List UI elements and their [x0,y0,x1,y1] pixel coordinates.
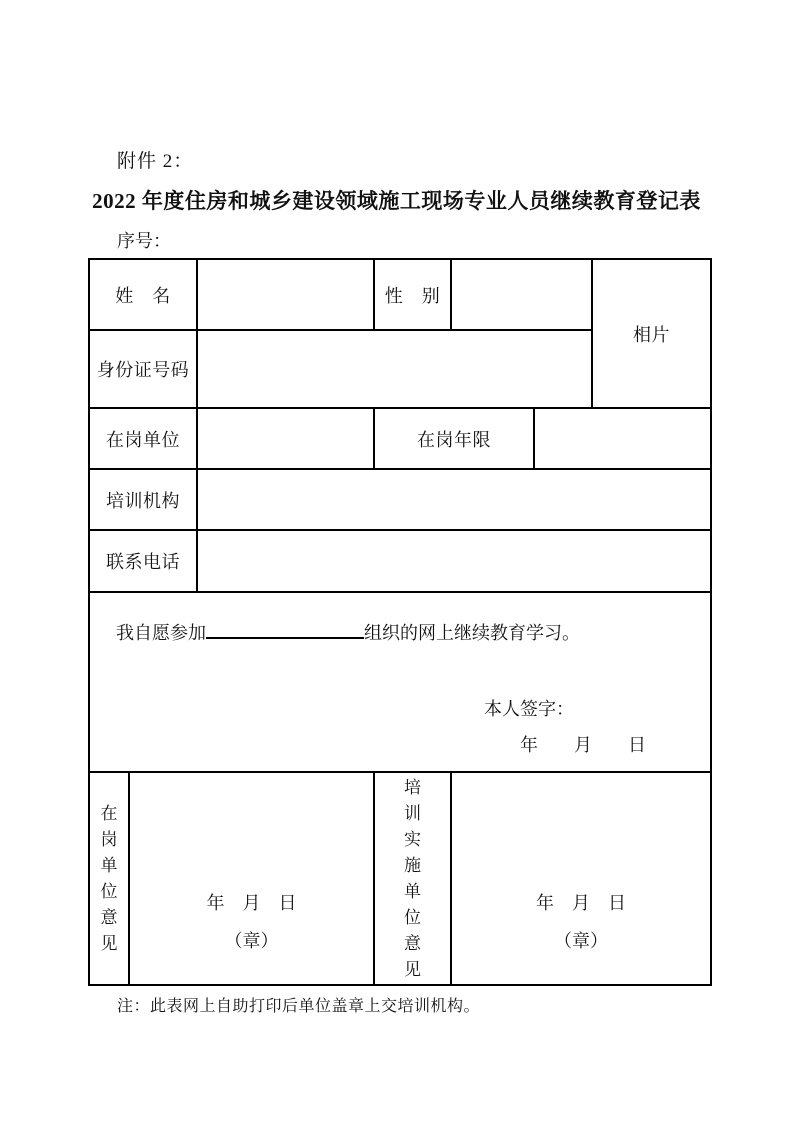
serial-number-label: 序号： [117,231,171,251]
declaration-cell [89,592,711,772]
declaration-line [116,619,580,645]
attachment-label: 附件 2： [117,151,194,172]
table-row [89,259,711,330]
name-label: 姓 名 [89,259,197,330]
work-unit-value-cell[interactable] [197,408,374,469]
training-org-label: 培训机构 [89,469,197,530]
table-row [89,408,711,469]
training-opinion-seal-label: （章） [554,931,608,951]
declaration-blank-field[interactable] [206,619,364,639]
training-opinion-stamp-cell[interactable] [451,772,711,985]
gender-value-cell[interactable] [451,259,592,330]
footnote: 注：此表网上自助打印后单位盖章上交培训机构。 [117,998,481,1015]
work-years-value-cell[interactable] [534,408,711,469]
table-row [89,530,711,592]
unit-opinion-date-line: 年 月 日 [206,893,297,913]
training-opinion-date-line: 年 月 日 [536,893,626,913]
unit-opinion-stamp-cell[interactable] [129,772,374,985]
work-unit-label: 在岗单位 [89,408,197,469]
page-title: 2022 年度住房和城乡建设领域施工现场专业人员继续教育登记表 [92,189,701,213]
signature-label: 本人签字： [484,699,574,719]
work-years-label: 在岗年限 [374,408,534,469]
unit-opinion-label: 在岗单位意见 [100,803,118,953]
unit-opinion-label-cell [89,772,129,985]
signature-date-line: 年 月 日 [520,735,646,755]
declaration-suffix: 组织的网上继续教育学习。 [364,623,580,643]
registration-table [88,258,712,986]
id-number-label: 身份证号码 [89,330,197,408]
gender-label: 性 别 [374,259,451,330]
id-number-value-cell[interactable] [197,330,592,408]
photo-placeholder-cell: 相片 [592,259,711,408]
training-org-value-cell[interactable] [197,469,711,530]
table-row [89,469,711,530]
unit-opinion-seal-label: （章） [224,931,279,951]
phone-label: 联系电话 [89,530,197,592]
opinion-row [89,772,711,985]
training-opinion-label-cell [374,772,451,985]
training-opinion-label: 培训实施单位意见 [404,777,421,979]
declaration-row [89,592,711,772]
name-value-cell[interactable] [197,259,374,330]
phone-value-cell[interactable] [197,530,711,592]
declaration-prefix: 我自愿参加 [116,623,206,643]
